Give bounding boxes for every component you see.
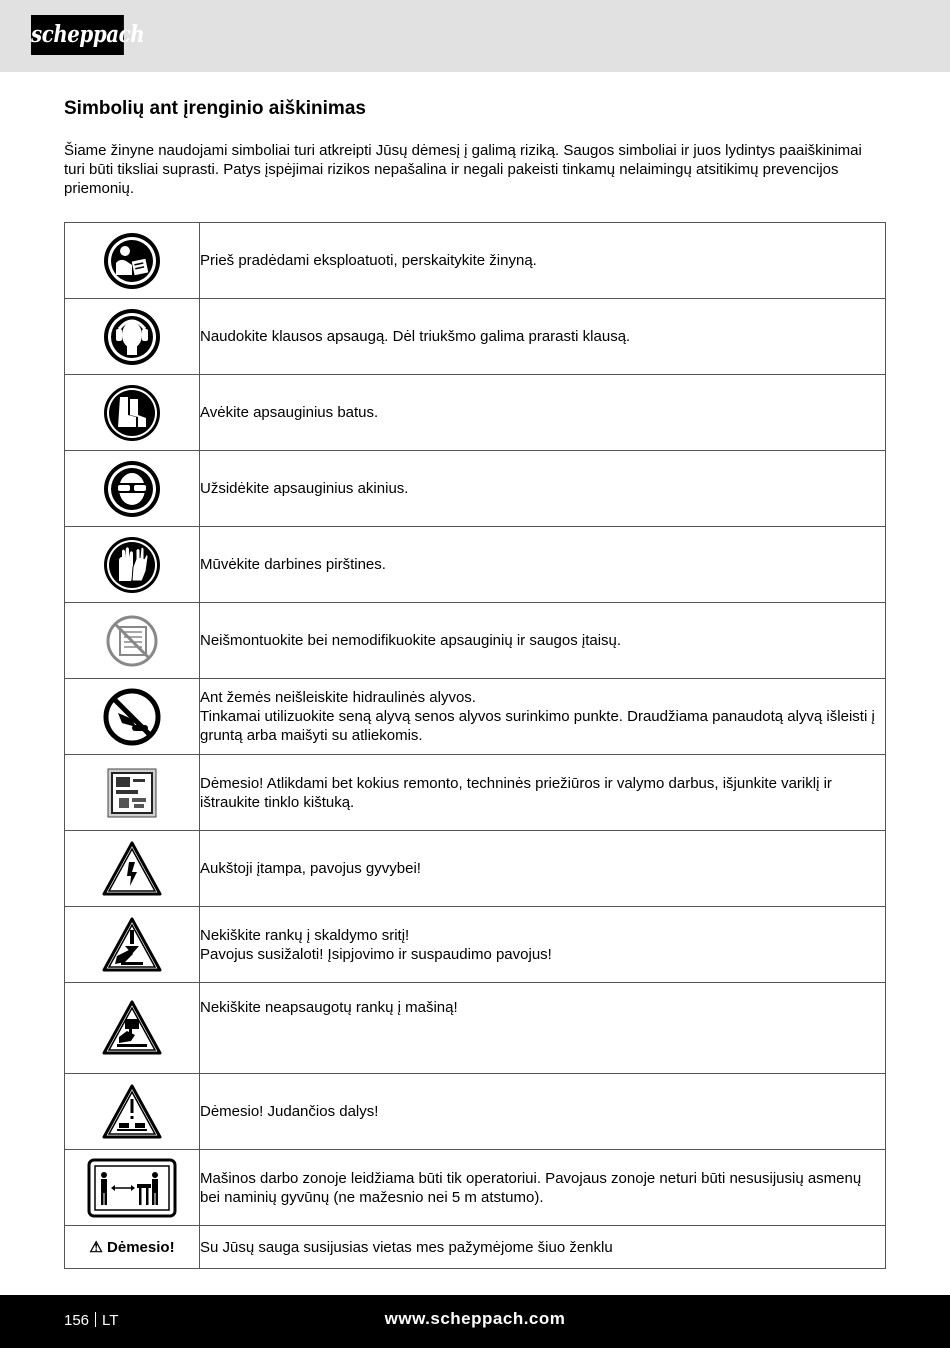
page-number: 156 xyxy=(64,1312,90,1329)
table-row xyxy=(65,831,886,907)
table-row xyxy=(65,603,886,679)
symbol-description: Prieš pradėdami eksploatuoti, perskaitykite žinyną. xyxy=(200,252,537,269)
description-cell xyxy=(200,755,886,831)
website-link[interactable]: www.scheppach.com xyxy=(384,1309,566,1328)
language-code: LT xyxy=(102,1312,119,1329)
symbol-description: Ant žemės neišleiskite hidraulinės alyvos. xyxy=(200,689,476,706)
attention-description: Su Jūsų sauga susijusias vietas mes pažymėjome šiuo ženklu xyxy=(200,1238,613,1256)
description-cell xyxy=(200,831,886,907)
symbol-description: Dėmesio! Atlikdami bet kokius remonto, techninės priežiūros ir valymo darbus, išjunkite variklį ir ištraukite tinklo kištuką. xyxy=(200,774,832,811)
icon-cell xyxy=(65,451,200,527)
description-cell xyxy=(200,603,886,679)
moving-parts-icon xyxy=(101,1083,163,1141)
no-dismantle-guards-icon xyxy=(105,614,159,668)
unplug-before-maintenance-icon xyxy=(107,768,157,818)
attention-label: ⚠ Dėmesio! xyxy=(89,1238,175,1256)
page-title: Simbolių ant įrenginio aiškinimas xyxy=(64,98,366,119)
table-row xyxy=(65,755,886,831)
icon-cell xyxy=(65,831,200,907)
icon-cell xyxy=(65,983,200,1074)
table-row xyxy=(65,375,886,451)
description-cell xyxy=(200,223,886,299)
table-row xyxy=(65,1226,886,1269)
header-bar xyxy=(0,0,950,72)
icon-cell xyxy=(65,679,200,755)
description-cell xyxy=(200,1150,886,1226)
description-cell xyxy=(200,679,886,755)
symbol-description: Mūvėkite darbines pirštines. xyxy=(200,556,386,573)
safety-boots-icon xyxy=(102,383,162,443)
scheppach-logo: scheppach xyxy=(31,15,124,55)
intro-paragraph: Šiame žinyne naudojami simboliai turi atkreipti Jūsų dėmesį į galimą riziką. Saugos simboliai ir juos lydintys paaiškinimai turi būti tiksliai suprasti. Patys įspėjimai rizikos nepašalina ir negali pakeisti tinkamų nelaimingų atsitikimų prevencijos priemonių. xyxy=(64,142,862,197)
icon-cell xyxy=(65,603,200,679)
ear-protection-icon xyxy=(102,307,162,367)
symbol-description: Nekiškite rankų į skaldymo sritį! xyxy=(200,926,410,944)
symbol-description: Tinkamai utilizuokite seną alyvą senos alyvos surinkimo punkte. Draudžiama panaudotą alyvą išleisti į gruntą arba maišyti su atliekomis. xyxy=(200,708,875,744)
icon-cell xyxy=(65,907,200,983)
icon-cell xyxy=(65,299,200,375)
table-row xyxy=(65,299,886,375)
description-cell xyxy=(200,1226,886,1269)
table-row xyxy=(65,679,886,755)
table-row xyxy=(65,907,886,983)
description-cell xyxy=(200,907,886,983)
icon-cell xyxy=(65,375,200,451)
description-cell xyxy=(200,983,886,1074)
high-voltage-icon xyxy=(101,840,163,898)
table-row xyxy=(65,1150,886,1226)
description-cell xyxy=(200,375,886,451)
operator-zone-icon xyxy=(87,1158,177,1218)
symbol-description: Neišmontuokite bei nemodifikuokite apsauginių ir saugos įtaisų. xyxy=(200,632,622,649)
symbol-description: Pavojus susižaloti! Įsipjovimo ir suspaudimo pavojus! xyxy=(200,945,552,963)
symbol-description: Užsidėkite apsauginius akinius. xyxy=(200,480,409,497)
symbol-description: Mašinos darbo zonoje leidžiama būti tik operatoriui. Pavojaus zonoje neturi būti nesusijusių asmenų bei naminių gyvūnų (ne mažesnio nei 5 m atstumo). xyxy=(200,1169,862,1206)
symbol-description: Nekiškite neapsaugotų rankų į mašiną! xyxy=(200,999,458,1016)
safety-goggles-icon xyxy=(102,459,162,519)
table-row xyxy=(65,451,886,527)
no-oil-spill-icon xyxy=(102,687,162,747)
symbol-description: Avėkite apsauginius batus. xyxy=(200,404,379,421)
table-row xyxy=(65,1074,886,1150)
description-cell xyxy=(200,451,886,527)
table-row xyxy=(65,527,886,603)
icon-cell xyxy=(65,755,200,831)
symbols-table xyxy=(64,222,886,1269)
symbol-description: Naudokite klausos apsaugą. Dėl triukšmo galima prarasti klausą. xyxy=(200,328,631,345)
description-cell xyxy=(200,1074,886,1150)
unprotected-hands-icon xyxy=(101,999,163,1057)
description-cell xyxy=(200,527,886,603)
gloves-icon xyxy=(102,535,162,595)
read-manual-icon xyxy=(102,231,162,291)
symbol-description: Dėmesio! Judančios dalys! xyxy=(200,1103,379,1120)
icon-cell xyxy=(65,223,200,299)
icon-cell xyxy=(65,1226,200,1269)
icon-cell xyxy=(65,1150,200,1226)
footer-bar xyxy=(0,1295,950,1348)
symbol-description: Aukštoji įtampa, pavojus gyvybei! xyxy=(200,860,421,877)
table-row xyxy=(65,983,886,1074)
description-cell xyxy=(200,299,886,375)
table-row xyxy=(65,223,886,299)
icon-cell xyxy=(65,527,200,603)
splitting-area-hand-icon xyxy=(101,916,163,974)
icon-cell xyxy=(65,1074,200,1150)
